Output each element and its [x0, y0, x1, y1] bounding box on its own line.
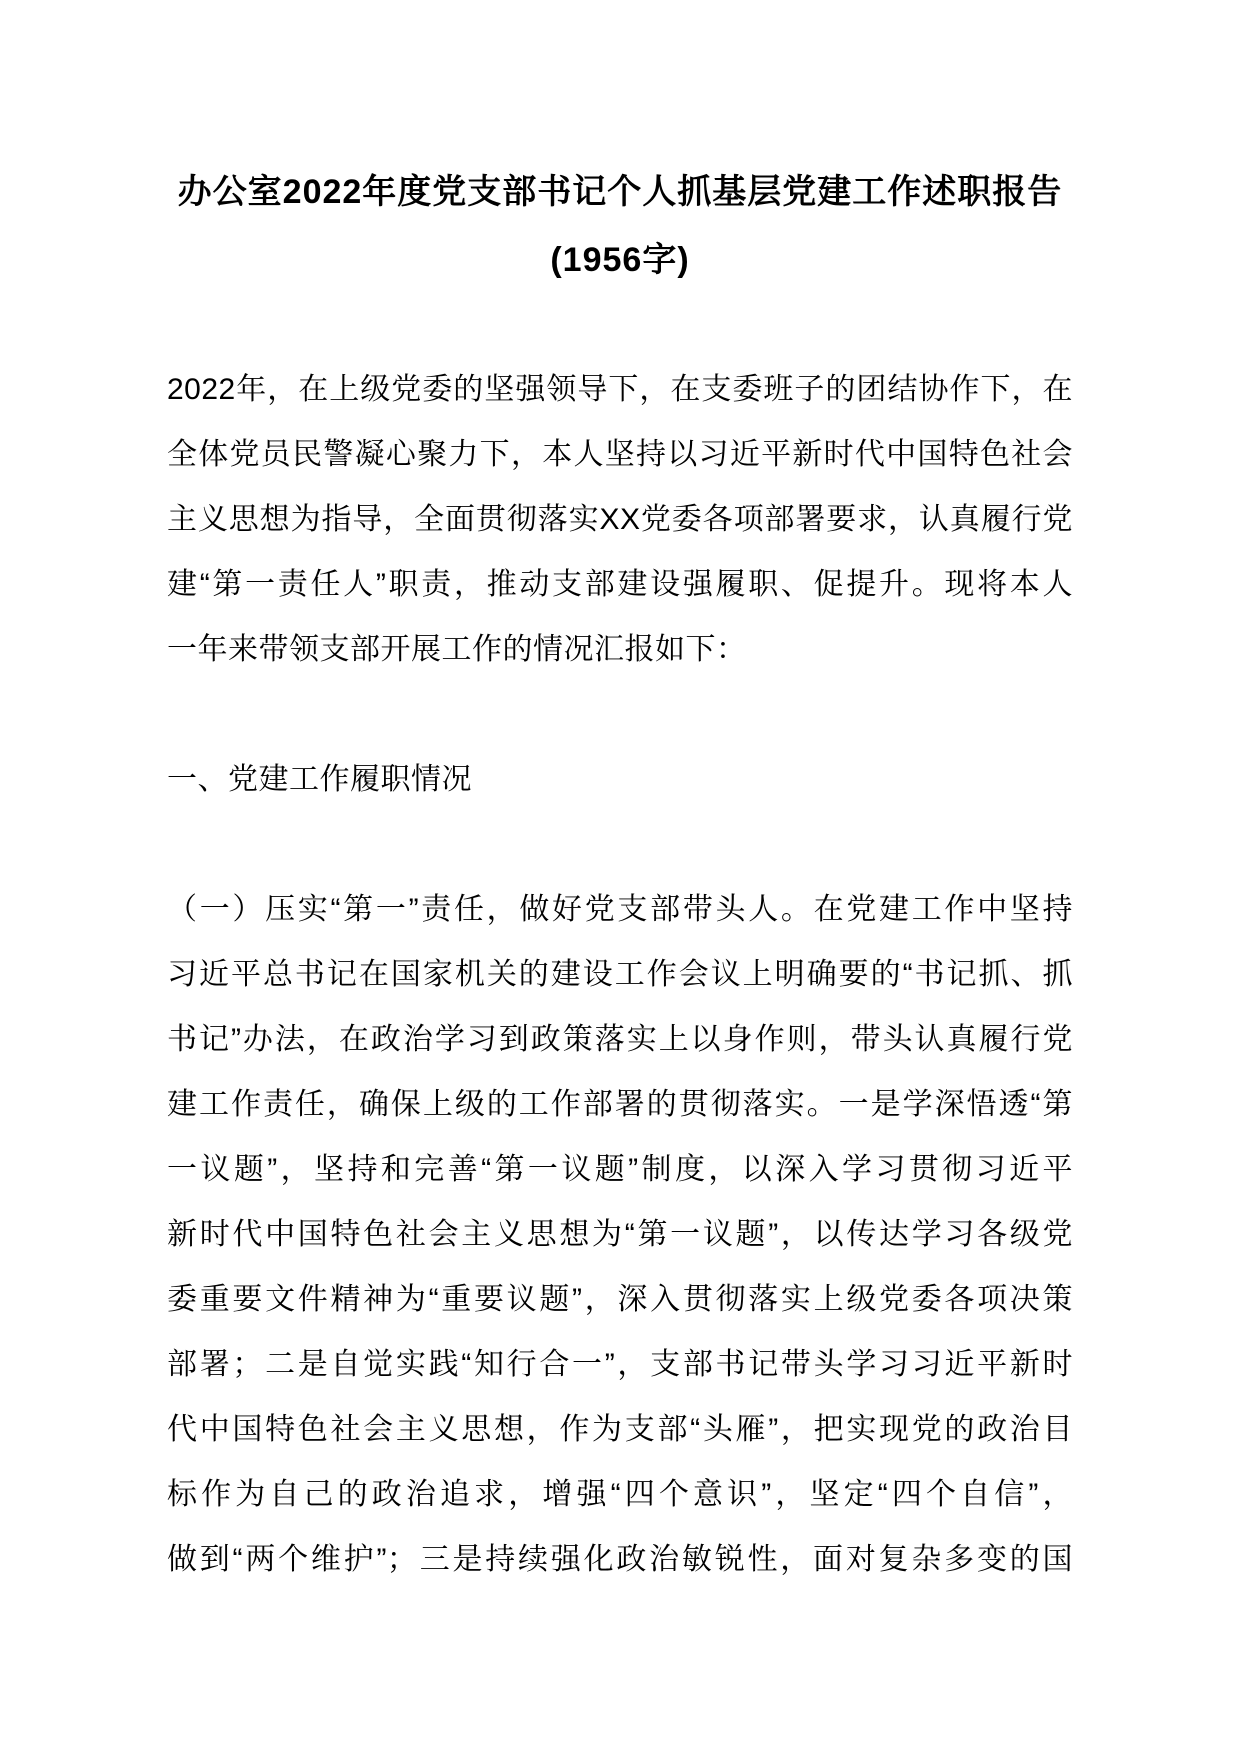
text-line: 代中国特色社会主义思想，作为支部“头雁”，把实现党的政治目 — [167, 1413, 1073, 1446]
text-line: （一）压实“第一”责任，做好党支部带头人。在党建工作中坚持 — [167, 893, 1073, 926]
text-line: 做到“两个维护”；三是持续强化政治敏锐性，面对复杂多变的国 — [167, 1543, 1073, 1576]
text-line: 建“第一责任人”职责，推动支部建设强履职、促提升。现将本人 — [167, 568, 1073, 601]
document-title-line1: 办公室2022年度党支部书记个人抓基层党建工作述职报告 — [177, 173, 1063, 211]
text-line: 一议题”，坚持和完善“第一议题”制度，以深入学习贯彻习近平 — [167, 1153, 1073, 1186]
text-line: 全体党员民警凝心聚力下，本人坚持以习近平新时代中国特色社会 — [167, 438, 1073, 471]
text-line: 建工作责任，确保上级的工作部署的贯彻落实。一是学深悟透“第 — [167, 1088, 1073, 1121]
text-line: 标作为自己的政治追求，增强“四个意识”，坚定“四个自信”， — [167, 1478, 1073, 1511]
text-line: 主义思想为指导，全面贯彻落实XX党委各项部署要求，认真履行党 — [167, 503, 1073, 536]
paragraph — [167, 357, 1073, 682]
text-line: 习近平总书记在国家机关的建设工作会议上明确要的“书记抓、抓 — [167, 958, 1073, 991]
text-line: 一年来带领支部开展工作的情况汇报如下： — [167, 633, 747, 666]
text-line: 部署；二是自觉实践“知行合一”，支部书记带头学习习近平新时 — [167, 1348, 1073, 1381]
document-body — [167, 357, 1073, 1592]
text-line: 2022年，在上级党委的坚强领导下，在支委班子的团结协作下，在 — [167, 373, 1073, 406]
text-line: 书记”办法，在政治学习到政策落实上以身作则，带头认真履行党 — [167, 1023, 1073, 1056]
document-title-line2: (1956字) — [550, 241, 690, 279]
text-line: 一、党建工作履职情况 — [167, 763, 472, 796]
section-heading — [167, 747, 1073, 812]
paragraph — [167, 877, 1073, 1592]
text-line: 委重要文件精神为“重要议题”，深入贯彻落实上级党委各项决策 — [167, 1283, 1073, 1316]
text-line: 新时代中国特色社会主义思想为“第一议题”，以传达学习各级党 — [167, 1218, 1073, 1251]
document-title — [167, 158, 1073, 294]
